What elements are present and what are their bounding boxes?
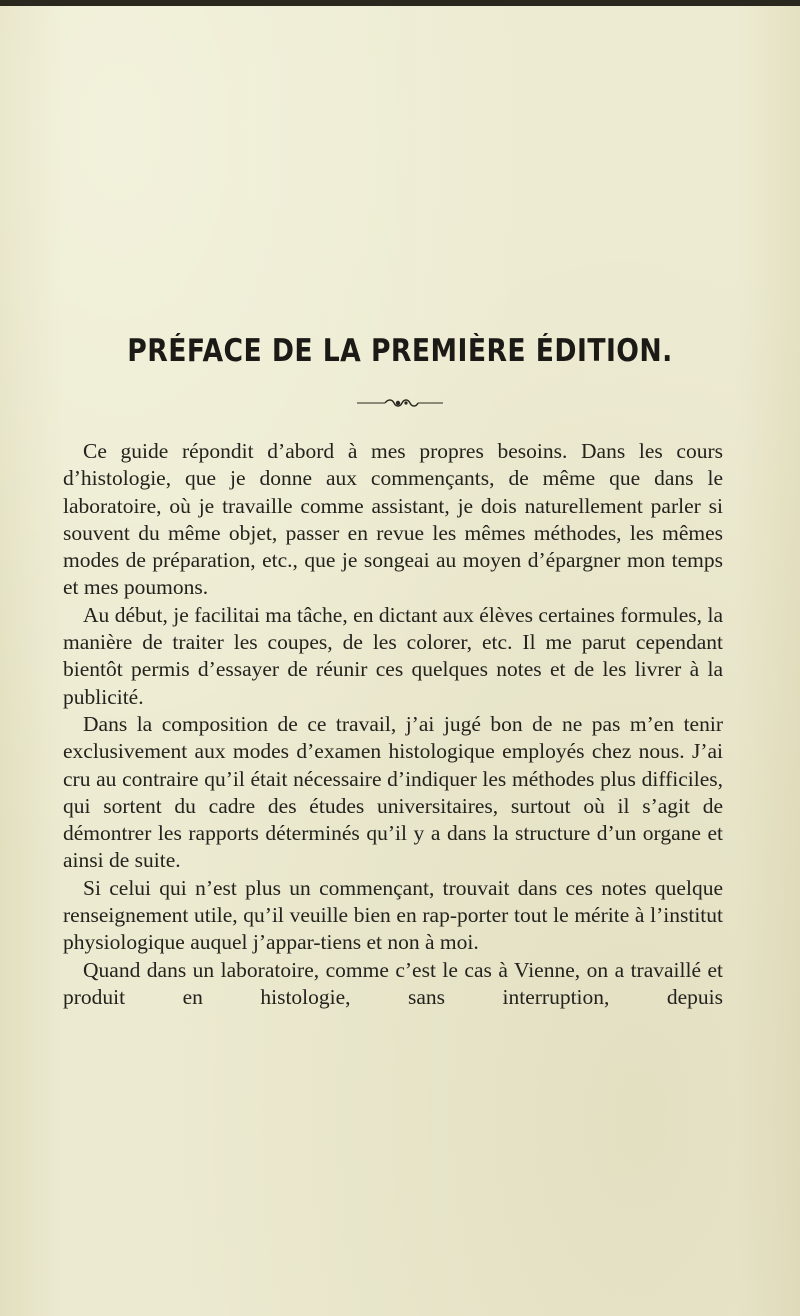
page-top-edge bbox=[0, 0, 800, 6]
paragraph-2: Au début, je facilitai ma tâche, en dictant aux élèves certaines formules, la manière de traiter les coupes, de les colorer, etc. Il me parut cependant bientôt permis d’essayer de réunir ces quelques notes et de les livrer à la publicité. bbox=[63, 602, 723, 709]
decorative-flourish-icon bbox=[355, 398, 445, 408]
paragraph-1: Ce guide répondit d’abord à mes propres besoins. Dans les cours d’histologie, que je donne aux commençants, de même que dans le laboratoire, où je travaille comme assistant, je dois naturellement parler si souvent du même objet, passer en revue les mêmes méthodes, les mêmes modes de préparation, etc., que je songeai au moyen d’épargner mon temps et mes poumons. bbox=[63, 439, 723, 600]
paragraph-5: Quand dans un laboratoire, comme c’est le cas à Vienne, on a travaillé et produit en histologie, sans interruption, depuis bbox=[63, 957, 723, 1009]
page-title: PRÉFACE DE LA PREMIÈRE ÉDITION. bbox=[127, 333, 673, 369]
preface-body bbox=[63, 438, 723, 1011]
paragraph-3: Dans la composition de ce travail, j’ai jugé bon de ne pas m’en tenir exclusivement aux modes d’examen histologique employés chez nous. J’ai cru au contraire qu’il était nécessaire d’indiquer les méthodes plus difficiles, qui sortent du cadre des études universitaires, surtout où il s’agit de démontrer les rapports déterminés qu’il y a dans la structure d’un organe et ainsi de suite. bbox=[63, 711, 723, 873]
paragraph-4: Si celui qui n’est plus un commençant, trouvait dans ces notes quelque renseignement utile, qu’il veuille bien en rap-porter tout le mérite à l’institut physiologique auquel j’appar-tiens et non à moi. bbox=[63, 875, 723, 955]
